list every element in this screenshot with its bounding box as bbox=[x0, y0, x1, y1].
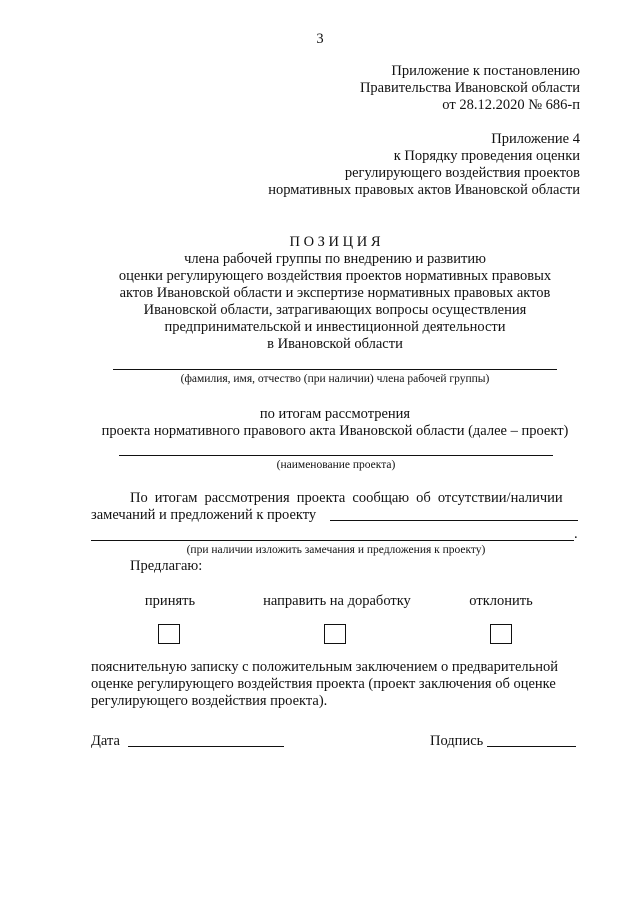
page-number: 3 bbox=[316, 31, 324, 47]
review-line-1: по итогам рассмотрения bbox=[259, 406, 411, 422]
header-annex4-line-2: к Порядку проведения оценки bbox=[393, 148, 580, 164]
header-appendix-line-1: Приложение к постановлению bbox=[391, 63, 580, 79]
option-revise-checkbox[interactable] bbox=[324, 624, 346, 644]
propose-label: Предлагаю: bbox=[130, 558, 203, 574]
remarks-full-line[interactable] bbox=[91, 540, 574, 541]
option-revise-label: направить на доработку bbox=[263, 593, 411, 609]
title-line-1: члена рабочей группы по внедрению и развитию bbox=[184, 251, 486, 267]
remarks-inline-line[interactable] bbox=[330, 520, 578, 521]
note-line-1: пояснительную записку с положительным заключением о предварительной bbox=[91, 659, 559, 675]
project-name-line[interactable] bbox=[119, 455, 553, 456]
option-accept-checkbox[interactable] bbox=[158, 624, 180, 644]
member-name-caption: (фамилия, имя, отчество (при наличии) члена рабочей группы) bbox=[180, 373, 490, 385]
signature-label: Подпись bbox=[430, 733, 484, 749]
document-title: П О З И Ц И Я bbox=[289, 234, 381, 250]
header-annex4-line-3: регулирующего воздействия проектов bbox=[344, 165, 580, 181]
body-line-1: По итогам рассмотрения проекта сообщаю об отсутствии/наличии bbox=[130, 490, 563, 506]
title-line-4: Ивановской области, затрагивающих вопросы осуществления bbox=[143, 302, 527, 318]
note-line-3: регулирующего воздействия проекта). bbox=[91, 693, 328, 709]
header-appendix-line-3: от 28.12.2020 № 686-п bbox=[442, 97, 580, 113]
title-line-6: в Ивановской области bbox=[267, 336, 403, 352]
note-line-2: оценке регулирующего воздействия проекта (проект заключения об оценке bbox=[91, 676, 556, 692]
header-annex4-line-4: нормативных правовых актов Ивановской области bbox=[268, 182, 580, 198]
option-reject-checkbox[interactable] bbox=[490, 624, 512, 644]
header-annex4-line-1: Приложение 4 bbox=[491, 131, 580, 147]
title-line-5: предпринимательской и инвестиционной деятельности bbox=[164, 319, 506, 335]
option-reject-label: отклонить bbox=[469, 593, 533, 609]
date-line[interactable] bbox=[128, 746, 284, 747]
option-accept-label: принять bbox=[144, 593, 196, 609]
title-line-3: актов Ивановской области и экспертизе нормативных правовых актов bbox=[119, 285, 551, 301]
signature-line[interactable] bbox=[487, 746, 576, 747]
remarks-caption: (при наличии изложить замечания и предложения к проекту) bbox=[186, 544, 486, 556]
date-label: Дата bbox=[91, 733, 120, 749]
member-name-line[interactable] bbox=[113, 369, 557, 370]
body-line-2: замечаний и предложений к проекту bbox=[91, 507, 317, 523]
remarks-period: . bbox=[574, 526, 578, 542]
title-line-2: оценки регулирующего воздействия проектов нормативных правовых bbox=[118, 268, 552, 284]
review-line-2: проекта нормативного правового акта Ивановской области (далее – проект) bbox=[101, 423, 569, 439]
project-name-caption: (наименование проекта) bbox=[276, 459, 396, 471]
header-appendix-line-2: Правительства Ивановской области bbox=[359, 80, 580, 96]
